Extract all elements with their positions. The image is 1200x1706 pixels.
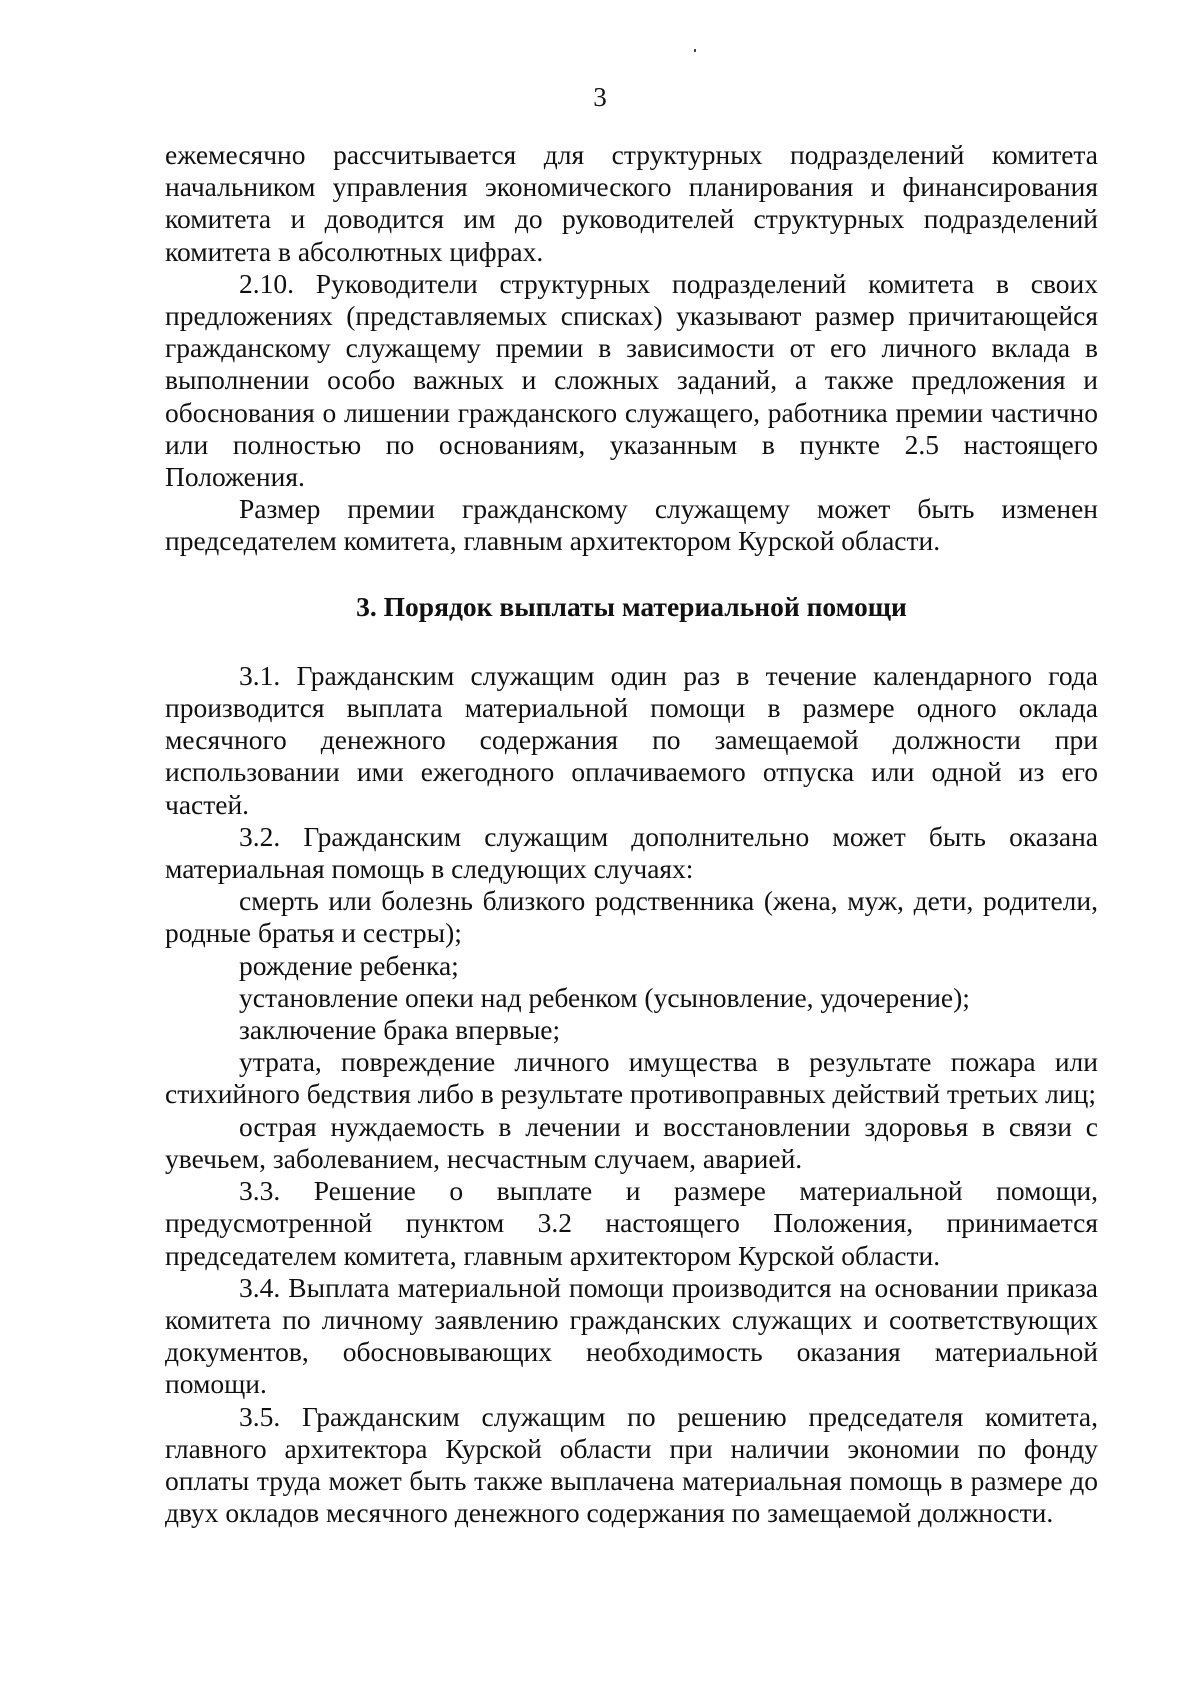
paragraph-continuation: ежемесячно рассчитывается для структурных подразделений комитета начальником управления экономического планирования и финансирования комитета и доводится им до руководителей структурных подразделений комитета в абсолютных цифрах. <box>165 139 1098 267</box>
scan-speck <box>694 49 696 52</box>
section-heading: 3. Порядок выплаты материальной помощи <box>356 590 907 622</box>
paragraph-3-2: 3.2. Гражданским служащим дополнительно может быть оказана материальная помощь в следующих случаях: <box>165 820 1098 885</box>
paragraph-3-3: 3.3. Решение о выплате и размере материальной помощи, предусмотренной пунктом 3.2 настоящего Положения, принимается председателем комитета, главным архитектором Курской области. <box>165 1175 1098 1271</box>
document-body <box>165 139 1098 1529</box>
page-number: 3 <box>593 82 607 112</box>
case-item: заключение брака впервые; <box>239 1014 561 1046</box>
paragraph-3-5: 3.5. Гражданским служащим по решению председателя комитета, главного архитектора Курской области при наличии экономии по фонду оплаты труда может быть также выплачена материальная помощь в размере до двух окладов месячного денежного содержания по замещаемой должности. <box>165 1400 1098 1529</box>
case-item: смерть или болезнь близкого родственника (жена, муж, дети, родители, родные братья и сестры); <box>165 885 1098 949</box>
paragraph-3-1: 3.1. Гражданским служащим один раз в течение календарного года производится выплата материальной помощи в размере одного оклада месячного денежного содержания по замещаемой должности при использовании ими ежегодного оплачиваемого отпуска или одной из его частей. <box>165 659 1098 820</box>
case-item: утрата, повреждение личного имущества в результате пожара или стихийного бедствия либо в результате противоправных действий третьих лиц; <box>165 1046 1098 1110</box>
paragraph-bonus-change: Размер премии гражданскому служащему может быть изменен председателем комитета, главным архитектором Курской области. <box>165 493 1098 557</box>
case-item: острая нуждаемость в лечении и восстановлении здоровья в связи с увечьем, заболеванием, несчастным случаем, аварией. <box>165 1110 1098 1174</box>
paragraph-2-10: 2.10. Руководители структурных подразделений комитета в своих предложениях (представляемых списках) указывают размер причитающейся гражданскому служащему премии в зависимости от его личного вклада в выполнении особо важных и сложных заданий, а также предложения и обоснования о лишении гражданского служащего, работника премии частично или полностью по основаниям, указанным в пункте 2.5 настоящего Положения. <box>165 267 1098 493</box>
paragraph-3-4: 3.4. Выплата материальной помощи производится на основании приказа комитета по личному заявлению гражданских служащих и соответствующих документов, обосновывающих необходимость оказания материальной помощи. <box>165 1271 1098 1400</box>
case-item: рождение ребенка; <box>239 949 459 981</box>
case-item: установление опеки над ребенком (усыновление, удочерение); <box>239 981 970 1013</box>
